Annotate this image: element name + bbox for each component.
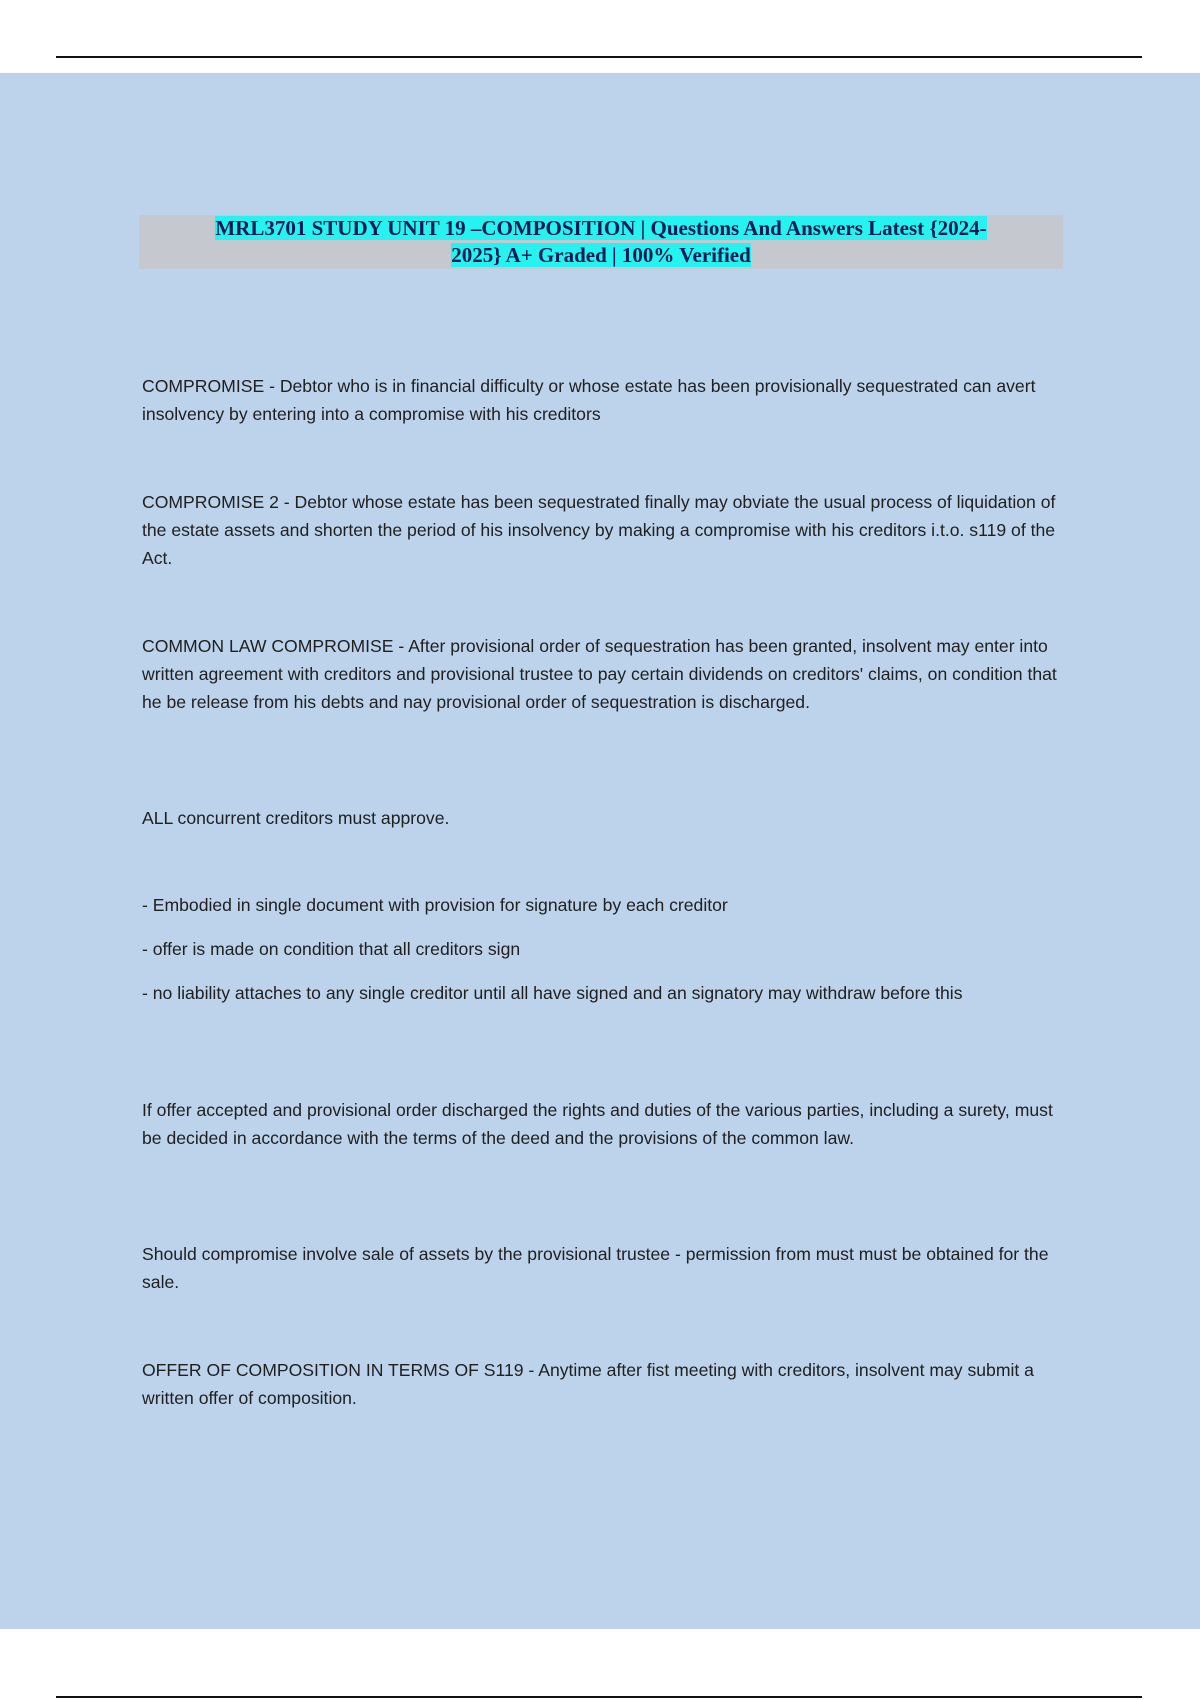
paragraph-compromise-2: COMPROMISE 2 - Debtor whose estate has been sequestrated finally may obviate the usual process of liquidation of the estate assets and shorten the period of his insolvency by making a compromise with his creditors i.t.o. s119 of the Act. bbox=[142, 492, 1056, 568]
document-title-line-2: 2025} A+ Graded | 100% Verified bbox=[451, 243, 751, 267]
paragraph-sale-of-assets: Should compromise involve sale of assets by the provisional trustee - permission from must must be obtained for the sale. bbox=[142, 1244, 1049, 1292]
paragraph-offer-of-composition: OFFER OF COMPOSITION IN TERMS OF S119 - Anytime after fist meeting with creditors, insolvent may submit a written offer of composition. bbox=[142, 1360, 1034, 1408]
bullet-item: - no liability attaches to any single creditor until all have signed and an signatory may withdraw before this bbox=[142, 983, 963, 1003]
bullet-item: - Embodied in single document with provision for signature by each creditor bbox=[142, 895, 728, 915]
paragraph-common-law-compromise: COMMON LAW COMPROMISE - After provisional order of sequestration has been granted, insolvent may enter into written agreement with creditors and provisional trustee to pay certain dividends on creditors' claims, on condition that he be release from his debts and nay provisional order of sequestration is discharged. bbox=[142, 636, 1057, 712]
top-rule bbox=[56, 56, 1142, 58]
document-title-line-1: MRL3701 STUDY UNIT 19 –COMPOSITION | Questions And Answers Latest {2024- bbox=[215, 216, 987, 240]
paragraph-all-creditors-approve: ALL concurrent creditors must approve. bbox=[142, 808, 450, 828]
bullet-item: - offer is made on condition that all creditors sign bbox=[142, 939, 521, 959]
paragraph-offer-accepted: If offer accepted and provisional order discharged the rights and duties of the various parties, including a surety, must be decided in accordance with the terms of the deed and the provisions of the common law. bbox=[142, 1100, 1053, 1148]
document-title bbox=[139, 215, 1063, 269]
paragraph-compromise: COMPROMISE - Debtor who is in financial difficulty or whose estate has been provisionally sequestrated can avert insolvency by entering into a compromise with his creditors bbox=[142, 376, 1036, 424]
bottom-rule bbox=[56, 1696, 1142, 1698]
